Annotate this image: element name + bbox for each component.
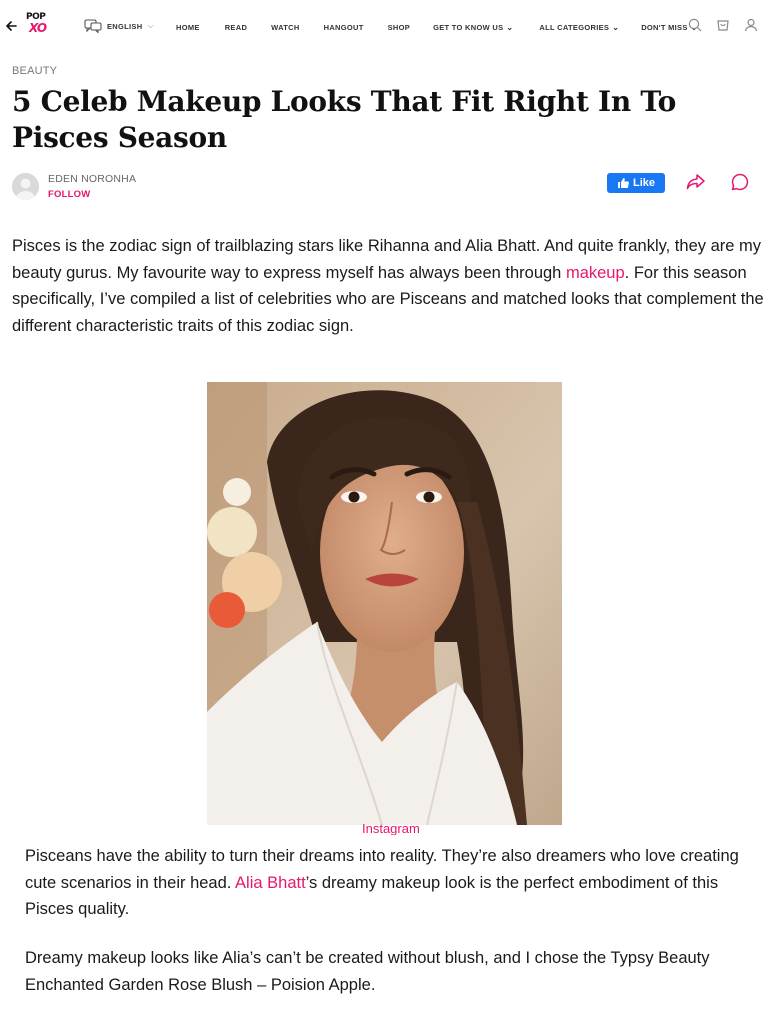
p2-text-start: Pisceans have the ability to turn their dreams into reality. They’re also dreamers who love creating cute scenarios in their head. — [25, 847, 739, 892]
makeup-link[interactable]: makeup — [565, 263, 625, 282]
language-label: ENGLISH — [107, 21, 143, 31]
top-navigation-bar — [0, 0, 773, 52]
nav-item-label: GET TO KNOW US — [433, 22, 504, 32]
cart-icon[interactable] — [716, 18, 730, 32]
chevron-down-icon: ⌄ — [612, 22, 620, 32]
intro-text-start: Pisces is the zodiac sign of trailblazing stars like Rihanna and Alia Bhatt. And quite frankly, they are my beauty gurus. My favourite way to express myself has always been through — [12, 237, 762, 282]
author-avatar[interactable] — [12, 173, 39, 200]
main-nav — [176, 20, 698, 34]
nav-item-label: HANGOUT — [323, 22, 364, 32]
nav-item-label: DON'T MISS — [641, 22, 688, 32]
back-arrow-icon[interactable] — [6, 17, 22, 35]
intro-paragraph — [12, 233, 767, 339]
article-category[interactable]: BEAUTY — [12, 65, 58, 77]
nav-item-label: SHOP — [387, 22, 411, 32]
logo-pop-text: POP — [26, 12, 46, 22]
p2-text-end: ’s dreamy makeup look is the perfect embodiment of this Pisces quality. — [25, 873, 719, 918]
popxo-logo[interactable] — [26, 12, 48, 38]
image-credit-link[interactable]: Instagram — [362, 821, 420, 835]
nav-item-label: HOME — [176, 22, 200, 32]
nav-item-label: WATCH — [271, 22, 300, 32]
nav-item-hangout[interactable] — [324, 23, 364, 32]
user-icon[interactable] — [744, 18, 758, 32]
nav-item-get-to-know-us[interactable] — [433, 23, 513, 32]
header-icons — [688, 18, 758, 32]
paragraph-blush: Dreamy makeup looks like Alia’s can’t be created without blush, and I chose the Typsy Beauty Enchanted Garden Rose Blush – Poision Apple. — [25, 949, 710, 994]
nav-item-label: ALL CATEGORIES — [539, 22, 610, 32]
article-title: 5 Celeb Makeup Looks That Fit Right In To Pisces Season — [12, 85, 677, 154]
nav-item-read[interactable] — [225, 23, 247, 32]
search-icon[interactable] — [688, 18, 702, 32]
chevron-down-icon: ⌄ — [506, 22, 514, 32]
facebook-like-button[interactable] — [607, 173, 665, 193]
alia-bhatt-link[interactable]: Alia Bhatt — [235, 873, 306, 892]
intro-text-end: . For this season specifically, I’ve compiled a list of celebrities who are Pisceans and matched looks that complement the different characteristic traits of this zodiac sign. — [12, 263, 764, 335]
article-image — [207, 382, 562, 825]
nav-item-shop[interactable] — [388, 23, 410, 32]
paragraph-alia — [25, 843, 770, 923]
logo-xo-text: XO — [29, 21, 47, 35]
comment-icon[interactable] — [730, 172, 750, 197]
share-icon[interactable] — [686, 173, 706, 196]
portrait-illustration — [207, 382, 562, 825]
chevron-down-icon: ⌵ — [147, 21, 154, 30]
nav-item-home[interactable] — [176, 23, 200, 32]
follow-button[interactable]: FOLLOW — [48, 189, 91, 200]
thumbs-up-icon — [617, 177, 629, 189]
language-selector[interactable] — [84, 17, 154, 35]
nav-item-all-categories[interactable] — [539, 23, 619, 32]
author-name[interactable]: EDEN NORONHA — [48, 173, 137, 185]
nav-item-label: READ — [224, 22, 248, 32]
chevron-down-icon: ⌄ — [690, 22, 698, 32]
language-icon — [84, 19, 102, 33]
like-label: Like — [632, 177, 655, 189]
nav-item-watch[interactable] — [271, 23, 299, 32]
